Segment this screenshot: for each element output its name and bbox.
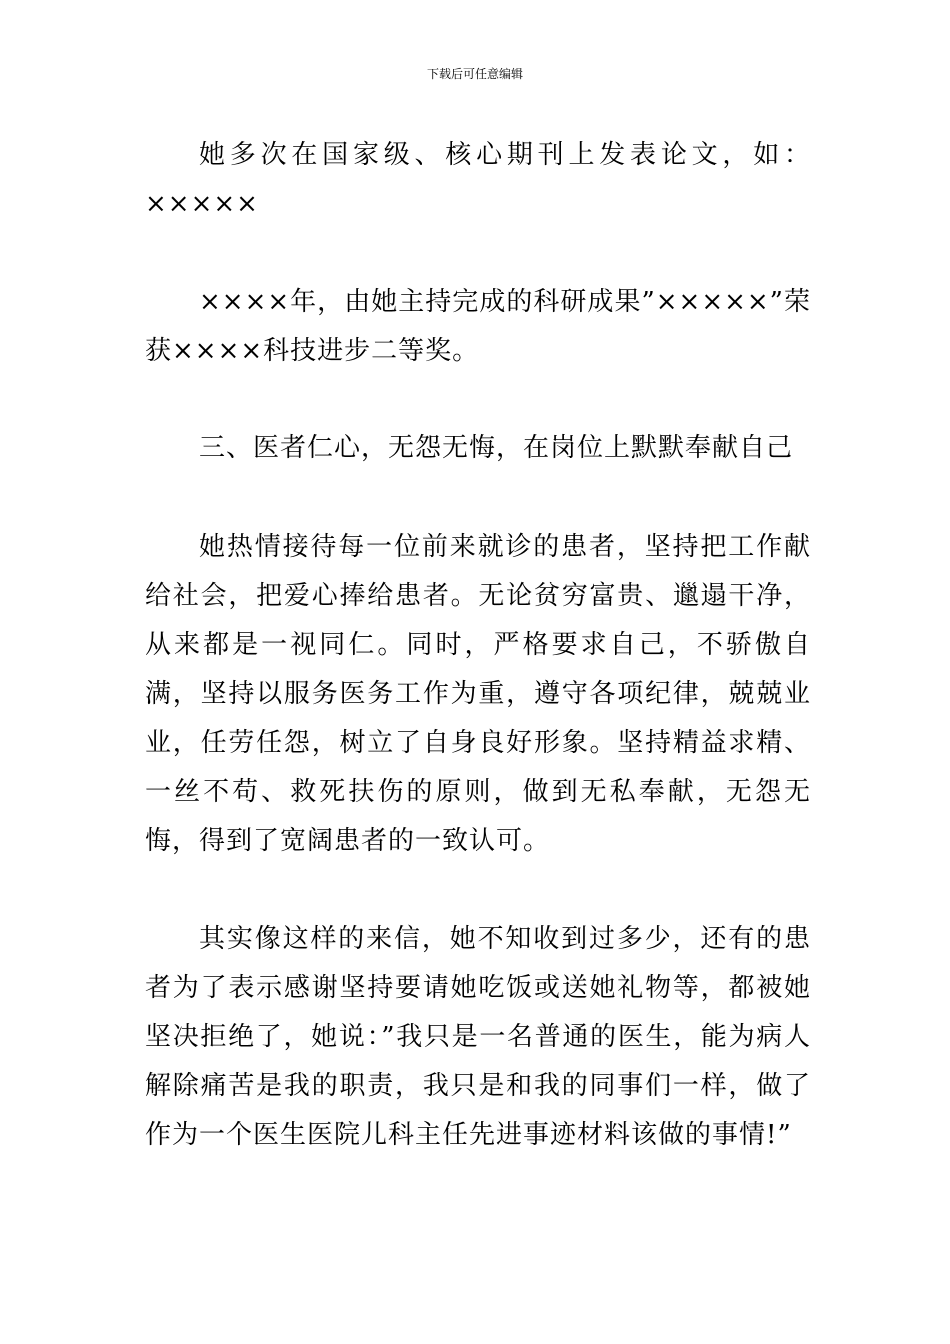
page-header: 下载后可任意编辑 [426, 67, 523, 81]
paragraph-papers: 她多次在国家级、核心期刊上发表论文，如：××××× [145, 140, 811, 219]
paragraph-patient-care: 她热情接待每一位前来就诊的患者，坚持把工作献给社会，把爱心捧给患者。无论贫穷富贵、邋遢干净，从来都是一视同仁。同时，严格要求自己，不骄傲自满，坚持以服务医务工作为重，遵守各项纪律，兢兢业业，任劳任怨，树立了自身良好形象。坚持精益求精、一丝不苟、救死扶伤的原则，做到无私奉献，无怨无悔，得到了宽阔患者的一致认可。 [145, 532, 811, 856]
paragraph-award: ××××年，由她主持完成的科研成果”×××××”荣获××××科技进步二等奖。 [145, 287, 811, 366]
paragraph-letters: 其实像这样的来信，她不知收到过多少，还有的患者为了表示感谢坚持要请她吃饭或送她礼物等，都被她坚决拒绝了，她说：”我只是一名普通的医生，能为病人解除痛苦是我的职责，我只是和我的同事们一样，做了作为一个医生医院儿科主任先进事迹材料该做的事情!” [145, 924, 811, 1150]
section-heading-three: 三、医者仁心，无怨无悔，在岗位上默默奉献自己 [199, 433, 794, 463]
